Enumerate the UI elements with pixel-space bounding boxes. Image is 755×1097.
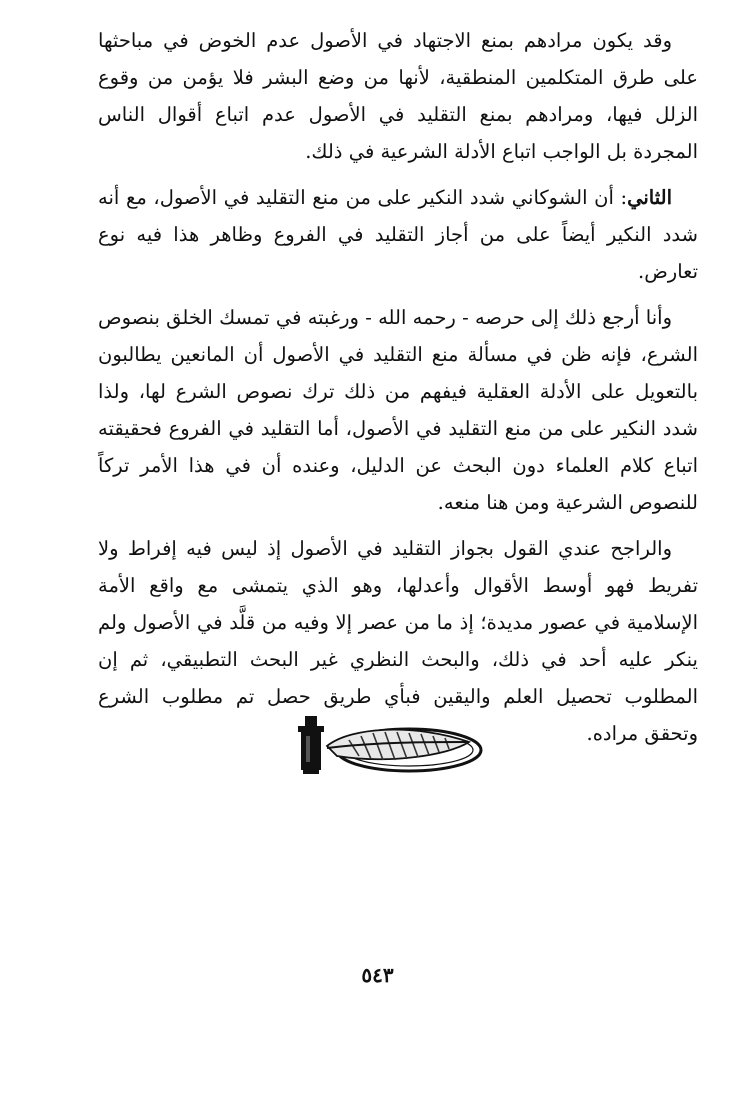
paragraph-1-text: وقد يكون مرادهم بمنع الاجتهاد في الأصول عدم الخوض في مباحثها على طرق المتكلمين المنطقية، لأنها من وضع البشر فلا يؤمن من وقوع الزلل فيها، ومرادهم بمنع التقليد في الأصول عدم اتباع أقوال الناس المجردة بل الواجب اتباع الأدلة الشرعية في ذلك.: [98, 29, 698, 163]
page-body: [98, 22, 698, 752]
paragraph-2-lead: الثاني: [627, 186, 672, 209]
paragraph-1: [98, 22, 698, 170]
paragraph-2: [98, 179, 698, 290]
paragraph-3-text: وأنا أرجع ذلك إلى حرصه - رحمه الله - ورغبته في تمسك الخلق بنصوص الشرع، فإنه ظن في مسألة منع التقليد في الأصول أن المانعين يطالبون بالتعويل على الأدلة العقلية فيفهم من ذلك ترك نصوص الشرع لها، ولذا شدد النكير على من منع التقليد في الأصول، أما التقليد في الفروع فحقيقته اتباع كلام العلماء دون البحث عن الدليل، وعنده أن في هذا الأمر تركاً للنصوص الشرعية ومن هنا منعه.: [98, 306, 698, 514]
paragraph-3: [98, 299, 698, 521]
page-number: ٥٤٣: [361, 963, 394, 987]
inkwell-quill-ornament-icon: [297, 712, 485, 780]
paragraph-2-text: : أن الشوكاني شدد النكير على من منع التقليد في الأصول، مع أنه شدد النكير أيضاً على من أجاز التقليد في الفروع وظاهر هذا فيه نوع تعارض.: [98, 186, 698, 283]
paragraph-4-text: والراجح عندي القول بجواز التقليد في الأصول إذ ليس فيه إفراط ولا تفريط فهو أوسط الأقوال وأعدلها، وهو الذي يتمشى مع واقع الأمة الإسلامية في عصور مديدة؛ إذ ما من عصر إلا وفيه من قلَّد في الأصول ولم ينكر عليه أحد في ذلك، والبحث النظري غير البحث التطبيقي، ثم إن المطلوب تحصيل العلم واليقين فبأي طريق حصل تم مطلوب الشرع وتحقق مراده.: [98, 537, 698, 745]
